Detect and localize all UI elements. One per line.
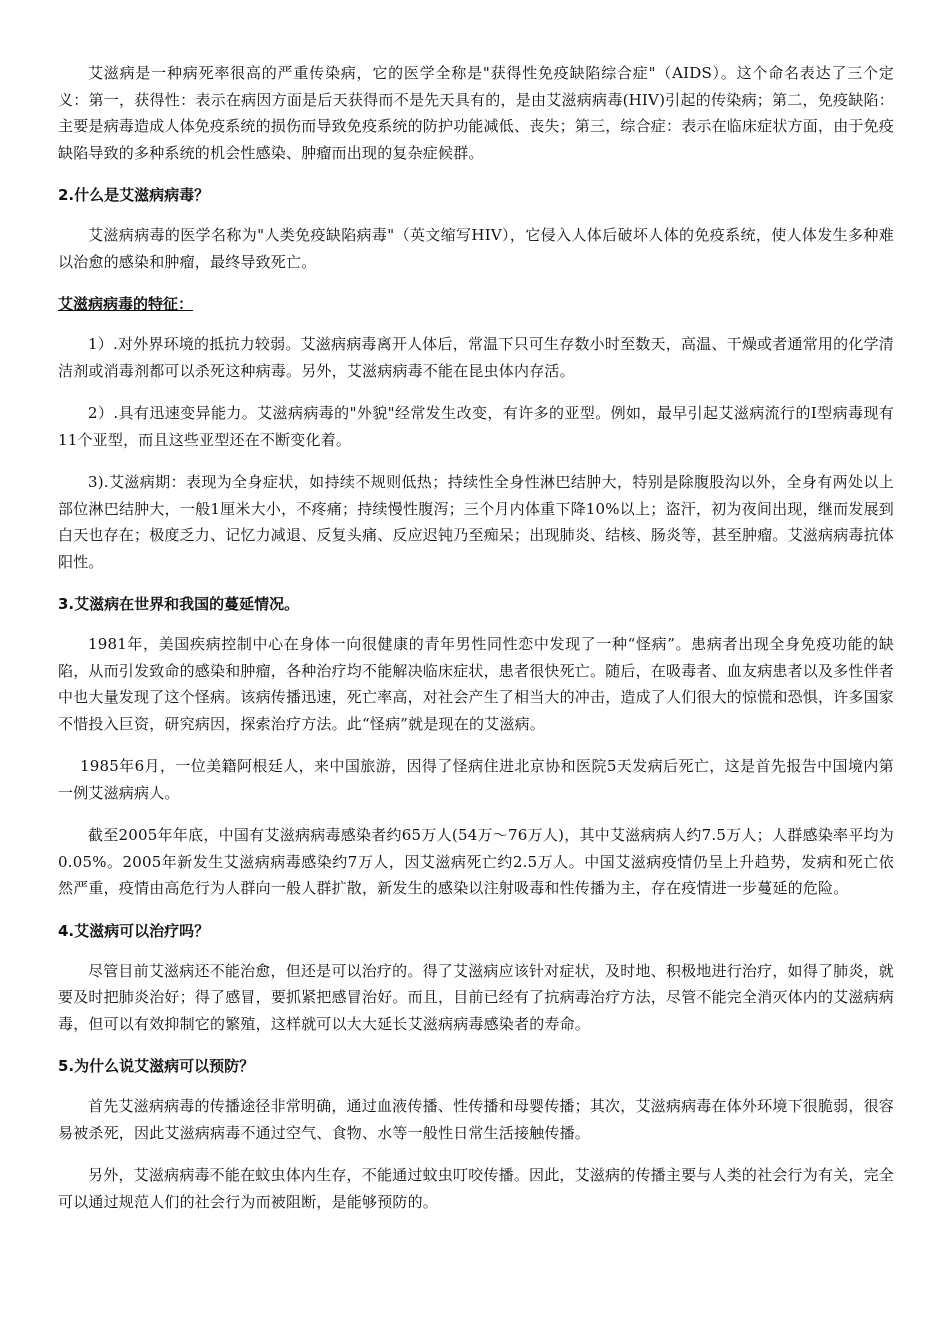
- feature-item-1: 1）.对外界环境的抵抗力较弱。艾滋病病毒离开人体后，常温下只可生存数小时至数天，高温、干燥或者通常用的化学清洁剂或消毒剂都可以杀死这种病毒。另外，艾滋病病毒不能在昆虫体内存活。: [58, 335, 894, 380]
- section-3-paragraph-3: 截至2005年年底，中国有艾滋病病毒感染者约65万人(54万～76万人)，其中艾滋病病人约7.5万人；人群感染率平均为0.05%。2005年新发生艾滋病病毒感染约7万人，因艾滋病死亡约2.5万人。中国艾滋病疫情仍呈上升趋势，发病和死亡依然严重，疫情由高危行为人群向一般人群扩散，新发生的感染以注射吸毒和性传播为主，存在疫情进一步蔓延的危险。: [58, 826, 894, 897]
- section-3-heading: 3.艾滋病在世界和我国的蔓延情况。: [58, 595, 300, 613]
- virus-features-heading: 艾滋病病毒的特征：: [58, 295, 194, 313]
- section-5-paragraph-1: 首先艾滋病病毒的传播途径非常明确，通过血液传播、性传播和母婴传播；其次，艾滋病病毒在体外环境下很脆弱，很容易被杀死，因此艾滋病病毒不通过空气、食物、水等一般性日常生活接触传播。: [58, 1097, 894, 1142]
- section-5-paragraph-2: 另外，艾滋病病毒不能在蚊虫体内生存，不能通过蚊虫叮咬传播。因此，艾滋病的传播主要与人类的社会行为有关，完全可以通过规范人们的社会行为而被阻断，是能够预防的。: [58, 1166, 894, 1211]
- section-2-paragraph: 艾滋病病毒的医学名称为"人类免疫缺陷病毒"（英文缩写HIV），它侵入人体后破坏人体的免疫系统，使人体发生多种难以治愈的感染和肿瘤，最终导致死亡。: [58, 226, 894, 271]
- intro-paragraph: 艾滋病是一种病死率很高的严重传染病，它的医学全称是"获得性免疫缺陷综合症"（AIDS）。这个命名表达了三个定义：第一，获得性：表示在病因方面是后天获得而不是先天具有的，是由艾滋病病毒(HIV)引起的传染病；第二，免疫缺陷：主要是病毒造成人体免疫系统的损伤而导致免疫系统的防护功能减低、丧失；第三，综合症：表示在临床症状方面，由于免疫缺陷导致的多种系统的机会性感染、肿瘤而出现的复杂症候群。: [58, 64, 895, 162]
- section-4-heading: 4.艾滋病可以治疗吗？: [58, 921, 210, 940]
- section-4-paragraph: 尽管目前艾滋病还不能治愈，但还是可以治疗的。得了艾滋病应该针对症状，及时地、积极地进行治疗，如得了肺炎，就要及时把肺炎治好；得了感冒，要抓紧把感冒治好。而且，目前已经有了抗病毒治疗方法，尽管不能完全消灭体内的艾滋病病毒，但可以有效抑制它的繁殖，这样就可以大大延长艾滋病病毒感染者的寿命。: [58, 961, 895, 1033]
- section-3-paragraph-1: 1981年，美国疾病控制中心在身体一向很健康的青年男性同性恋中发现了一种“怪病”。患病者出现全身免疫功能的缺陷，从而引发致命的感染和肿瘤，各种治疗均不能解决临床症状，患者很快死亡。随后，在吸毒者、血友病患者以及多性伴者中也大量发现了这个怪病。该病传播迅速，死亡率高，对社会产生了相当大的冲击，造成了人们很大的惊慌和恐惧，许多国家不惜投入巨资，研究病因，探索治疗方法。此“怪病”就是现在的艾滋病。: [58, 635, 895, 733]
- feature-item-3: 3).艾滋病期：表现为全身症状，如持续不规则低热；持续性全身性淋巴结肿大，特别是除腹股沟以外，全身有两处以上部位淋巴结肿大，一般1厘米大小，不疼痛；持续慢性腹泻；三个月内体重下降10%以上；盗汗，初为夜间出现，继而发展到白天也存在；极度乏力、记忆力减退、反复头痛、反应迟钝乃至痴呆；出现肺炎、结核、肠炎等，甚至肿瘤。艾滋病病毒抗体阳性。: [58, 473, 895, 571]
- section-5-heading: 5.为什么说艾滋病可以预防？: [58, 1057, 255, 1075]
- section-2-heading: 2.什么是艾滋病病毒？: [58, 186, 210, 204]
- feature-item-2: 2）.具有迅速变异能力。艾滋病病毒的"外貌"经常发生改变，有许多的亚型。例如，最早引起艾滋病流行的Ⅰ型病毒现有11个亚型，而且这些亚型还在不断变化着。: [58, 404, 894, 449]
- section-3-paragraph-2: 1985年6月，一位美籍阿根廷人，来中国旅游，因得了怪病住进北京协和医院5天发病后死亡，这是首先报告中国境内第一例艾滋病病人。: [58, 757, 894, 802]
- document-page: [58, 60, 894, 1231]
